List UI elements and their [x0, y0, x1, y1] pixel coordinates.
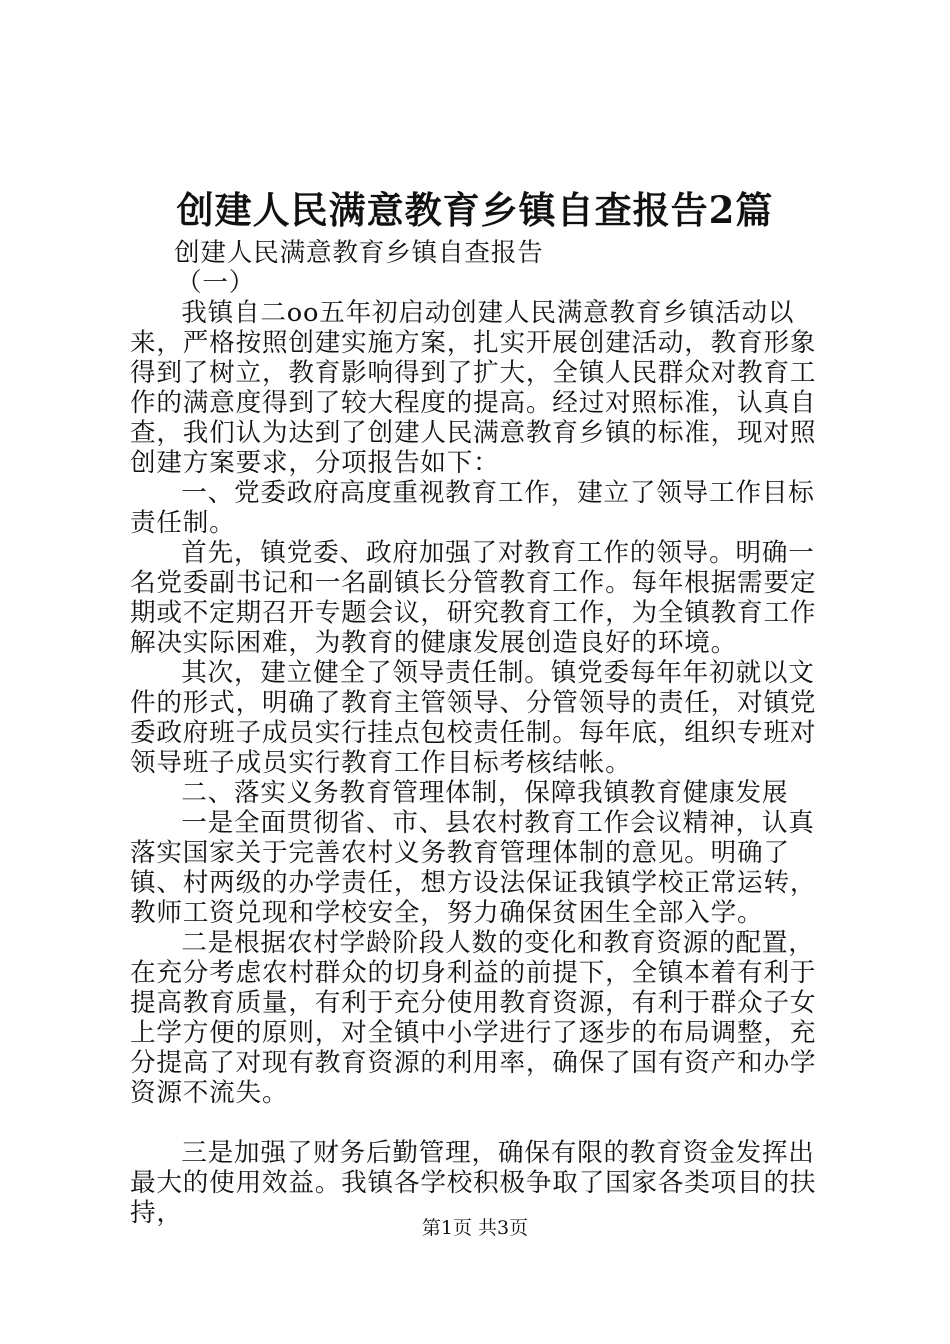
document-subtitle: 创建人民满意教育乡镇自查报告	[174, 238, 544, 268]
paragraph-first: 首先，镇党委、政府加强了对教育工作的领导。明确一名党委副书记和一名副镇长分管教育工作。每年根据需要定期或不定期召开专题会议，研究教育工作，为全镇教育工作解决实际困难，为教育的健康发展创造良好的环境。	[130, 538, 817, 658]
paragraph-item-2: 二是根据农村学龄阶段人数的变化和教育资源的配置，在充分考虑农村群众的切身利益的前提下，全镇本着有利于提高教育质量，有利于充分使用教育资源，有利于群众子女上学方便的原则，对全镇中小学进行了逐步的布局调整，充分提高了对现有教育资源的利用率，确保了国有资产和办学资源不流失。	[130, 928, 817, 1108]
paragraph-intro: 我镇自二oo五年初启动创建人民满意教育乡镇活动以来，严格按照创建实施方案，扎实开展创建活动，教育形象得到了树立，教育影响得到了扩大，全镇人民群众对教育工作的满意度得到了较大程度的提高。经过对照标准，认真自查，我们认为达到了创建人民满意教育乡镇的标准，现对照创建方案要求，分项报告如下：	[130, 298, 817, 478]
document-body	[130, 238, 830, 1228]
document-title: 创建人民满意教育乡镇自查报告2篇	[176, 188, 774, 232]
section-heading-2: 二、落实义务教育管理体制，保障我镇教育健康发展	[181, 778, 789, 808]
section-marker: （一）	[176, 268, 256, 298]
page-footer: 第1页 共3页	[421, 1217, 529, 1239]
paragraph-item-3: 三是加强了财务后勤管理，确保有限的教育资金发挥出最大的使用效益。我镇各学校积极争取了国家各类项目的扶持，	[130, 1138, 817, 1228]
paragraph-gap	[130, 1108, 830, 1138]
paragraph-item-1: 一是全面贯彻省、市、县农村教育工作会议精神，认真落实国家关于完善农村义务教育管理体制的意见。明确了镇、村两级的办学责任，想方设法保证我镇学校正常运转，教师工资兑现和学校安全，努力确保贫困生全部入学。	[130, 808, 817, 928]
paragraph-second: 其次，建立健全了领导责任制。镇党委每年年初就以文件的形式，明确了教育主管领导、分管领导的责任，对镇党委政府班子成员实行挂点包校责任制。每年底，组织专班对领导班子成员实行教育工作目标考核结帐。	[130, 658, 817, 778]
section-heading-1: 一、党委政府高度重视教育工作，建立了领导工作目标责任制。	[130, 478, 815, 538]
